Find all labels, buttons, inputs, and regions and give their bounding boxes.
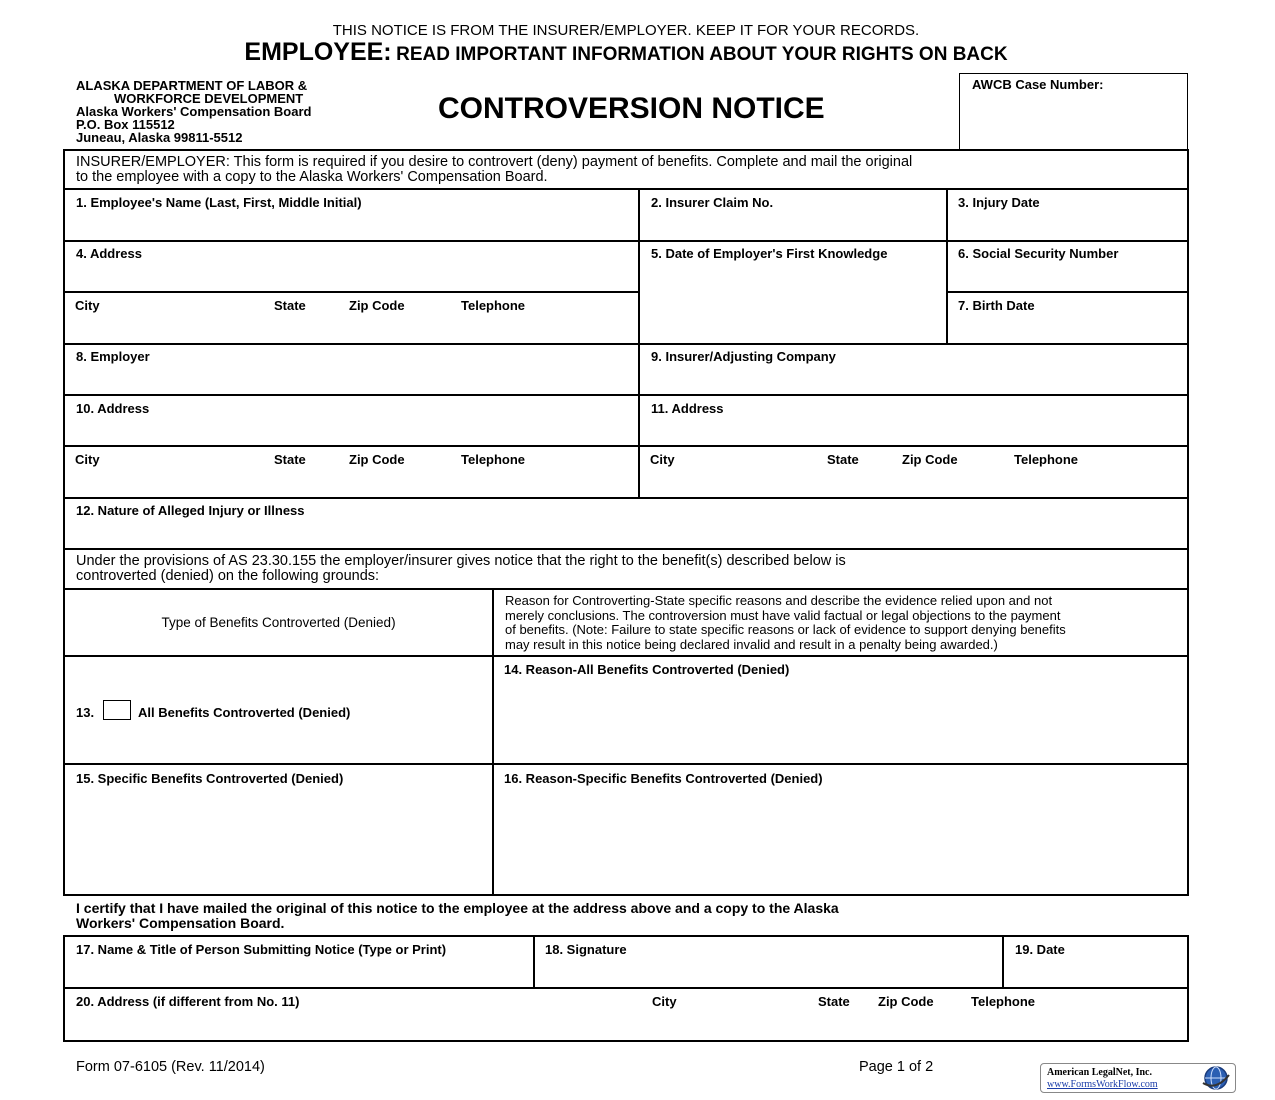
case-number-label: AWCB Case Number:	[972, 77, 1104, 92]
specific-benefits-reason-label: 16. Reason-Specific Benefits Controverted (Denied)	[504, 771, 823, 786]
form-title: CONTROVERSION NOTICE	[438, 92, 825, 125]
row-divider	[63, 291, 639, 293]
row-divider	[63, 497, 1189, 499]
agency-line-2: WORKFORCE DEVELOPMENT	[114, 91, 304, 106]
insurer-company-label: 9. Insurer/Adjusting Company	[651, 349, 836, 364]
all-benefits-reason-label: 14. Reason-All Benefits Controverted (Denied)	[504, 662, 790, 677]
ssn-label: 6. Social Security Number	[958, 246, 1119, 261]
insurer-address-label: 11. Address	[651, 401, 724, 416]
insurer-telephone-label: Telephone	[1014, 452, 1079, 467]
row-divider	[63, 655, 1189, 657]
employee-word: EMPLOYEE:	[244, 38, 392, 66]
employee-telephone-label: Telephone	[461, 298, 526, 313]
employee-address-field[interactable]	[65, 263, 638, 290]
employer-field[interactable]	[65, 366, 638, 393]
reason-line-4: may result in this notice being declared invalid and result in a penalty being awarded.)	[505, 636, 998, 652]
ssn-field[interactable]	[949, 263, 1187, 290]
signature-label: 18. Signature	[545, 942, 627, 957]
certification-text	[76, 901, 839, 931]
agency-line-4: P.O. Box 115512	[76, 117, 175, 132]
submitter-name-label: 17. Name & Title of Person Submitting Notice (Type or Print)	[76, 942, 447, 957]
intro-text	[76, 155, 912, 185]
injury-date-field[interactable]	[949, 212, 1187, 239]
employer-telephone-label: Telephone	[461, 452, 526, 467]
col-divider	[1002, 935, 1004, 988]
employer-label: 8. Employer	[76, 349, 150, 364]
specific-benefits-reason-field[interactable]	[495, 789, 1187, 893]
employer-city-state-zip-field[interactable]	[65, 468, 638, 496]
employee-state-label: State	[274, 298, 306, 313]
injury-nature-field[interactable]	[65, 520, 1187, 547]
row-divider	[63, 394, 1189, 396]
col-divider	[492, 588, 494, 896]
header-notice: THIS NOTICE IS FROM THE INSURER/EMPLOYER. KEEP IT FOR YOUR RECORDS.	[332, 22, 920, 39]
row-divider	[63, 343, 1189, 345]
injury-date-label: 3. Injury Date	[958, 195, 1040, 210]
col-divider	[533, 935, 535, 988]
benefits-type-header: Type of Benefits Controverted (Denied)	[161, 615, 396, 630]
insurer-address-field[interactable]	[641, 417, 1187, 444]
reason-instructions	[505, 594, 1066, 652]
col-divider	[638, 188, 640, 497]
submitter-address-label: 20. Address (if different from No. 11)	[76, 994, 300, 1009]
submitter-zip-label: Zip Code	[878, 994, 934, 1009]
submitter-address-field[interactable]	[65, 1011, 1187, 1040]
row-divider	[63, 445, 1189, 447]
employee-city-state-zip-field[interactable]	[65, 314, 638, 342]
provisions-line-2: controverted (denied) on the following grounds:	[76, 568, 380, 584]
employer-address-label: 10. Address	[76, 401, 150, 416]
all-benefits-checkbox[interactable]	[103, 700, 131, 720]
agency-line-5: Juneau, Alaska 99811-5512	[76, 130, 243, 145]
signature-field[interactable]	[536, 959, 1001, 986]
employee-address-label: 4. Address	[76, 246, 142, 261]
insurer-claim-field[interactable]	[641, 212, 946, 239]
employee-name-label: 1. Employee's Name (Last, First, Middle Initial)	[76, 195, 362, 210]
reason-line-3: of benefits. (Note: Failure to state specific reasons or lack of evidence to support denying benefits	[505, 622, 1066, 638]
submitter-telephone-label: Telephone	[971, 994, 1036, 1009]
row-divider	[63, 763, 1189, 765]
all-benefits-reason-field[interactable]	[495, 680, 1187, 762]
reason-line-1: Reason for Controverting-State specific reasons and describe the evidence relied upon and not	[505, 593, 1053, 608]
date-label: 19. Date	[1015, 942, 1065, 957]
page-number: Page 1 of 2	[859, 1059, 934, 1075]
insurer-claim-label: 2. Insurer Claim No.	[651, 195, 774, 210]
employer-state-label: State	[274, 452, 306, 467]
agency-line-1: ALASKA DEPARTMENT OF LABOR &	[76, 78, 308, 93]
employee-name-field[interactable]	[65, 212, 638, 239]
vendor-url[interactable]: www.FormsWorkFlow.com	[1047, 1079, 1158, 1090]
employer-address-field[interactable]	[65, 417, 638, 444]
provisions-line-1: Under the provisions of AS 23.30.155 the employer/insurer gives notice that the right to the benefit(s) described below is	[76, 553, 846, 569]
globe-icon	[1199, 1065, 1233, 1091]
certify-line-1: I certify that I have mailed the original of this notice to the employee at the address above and a copy to the Alaska	[76, 900, 839, 916]
vendor-logo[interactable]	[1040, 1063, 1236, 1093]
specific-benefits-field[interactable]	[65, 789, 491, 893]
reason-line-2: merely conclusions. The controversion must have valid factual or legal objections to the payment	[505, 607, 1061, 623]
all-benefits-label: All Benefits Controverted (Denied)	[138, 705, 351, 720]
insurer-state-label: State	[827, 452, 859, 467]
row-divider	[63, 588, 1189, 590]
agency-block	[76, 79, 311, 144]
birth-date-label: 7. Birth Date	[958, 298, 1035, 313]
first-knowledge-label: 5. Date of Employer's First Knowledge	[651, 246, 888, 261]
submitter-city-label: City	[652, 994, 677, 1009]
employer-zip-label: Zip Code	[349, 452, 405, 467]
intro-line-1: INSURER/EMPLOYER: This form is required if you desire to controvert (deny) payment of benefits. Complete and mail the original	[76, 154, 913, 170]
insurer-zip-label: Zip Code	[902, 452, 958, 467]
insurer-city-state-zip-field[interactable]	[641, 468, 1187, 496]
specific-benefits-label: 15. Specific Benefits Controverted (Denied)	[76, 771, 344, 786]
first-knowledge-field[interactable]	[641, 263, 946, 342]
insurer-company-field[interactable]	[641, 366, 1187, 393]
row-divider	[63, 548, 1189, 550]
employee-banner-text: READ IMPORTANT INFORMATION ABOUT YOUR RIGHTS ON BACK	[396, 44, 1008, 65]
employer-city-label: City	[75, 452, 100, 467]
row-divider	[63, 188, 1189, 190]
date-field[interactable]	[1005, 959, 1187, 986]
insurer-city-label: City	[650, 452, 675, 467]
provisions-text	[76, 554, 846, 584]
row-divider	[63, 987, 1189, 989]
form-number: Form 07-6105 (Rev. 11/2014)	[76, 1059, 265, 1075]
row-divider	[947, 291, 1189, 293]
employee-banner	[0, 38, 1252, 67]
all-benefits-number: 13.	[76, 705, 95, 720]
col-divider	[946, 188, 948, 343]
agency-line-3: Alaska Workers' Compensation Board	[76, 104, 312, 119]
birth-date-field[interactable]	[949, 314, 1187, 342]
certify-line-2: Workers' Compensation Board.	[76, 915, 285, 931]
injury-nature-label: 12. Nature of Alleged Injury or Illness	[76, 503, 305, 518]
submitter-name-field[interactable]	[65, 959, 532, 986]
intro-line-2: to the employee with a copy to the Alaska Workers' Compensation Board.	[76, 169, 548, 185]
employee-zip-label: Zip Code	[349, 298, 405, 313]
submitter-state-label: State	[818, 994, 850, 1009]
employee-city-label: City	[75, 298, 100, 313]
vendor-name: American LegalNet, Inc.	[1047, 1067, 1152, 1078]
row-divider	[63, 240, 1189, 242]
